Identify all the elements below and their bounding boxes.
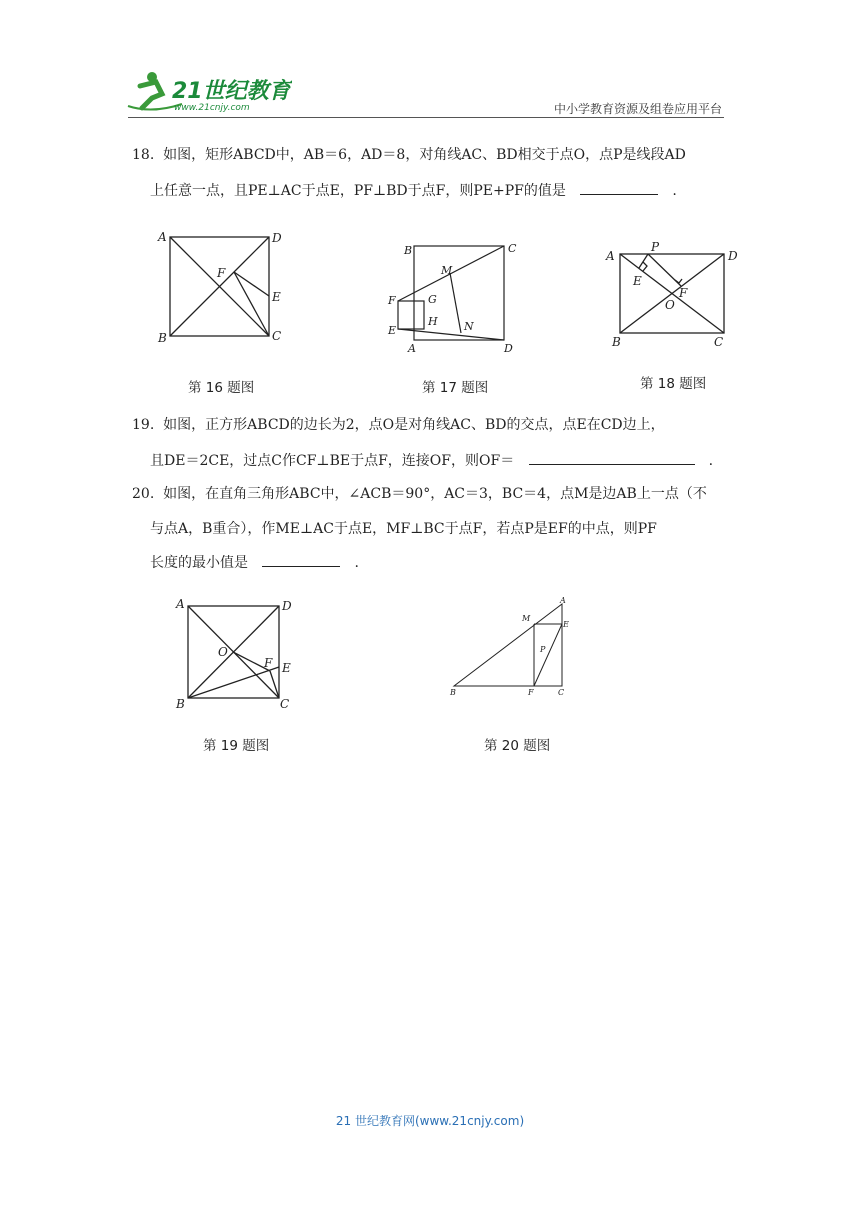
svg-text:B: B [158, 331, 167, 345]
question-20-line2 [150, 514, 657, 545]
svg-text:E: E [272, 290, 281, 304]
svg-text:A: A [158, 230, 167, 244]
question-20-answer-blank[interactable] [262, 552, 340, 567]
svg-text:M: M [441, 264, 453, 277]
question-18-number: 18. [132, 147, 155, 163]
svg-text:G: G [428, 293, 437, 306]
question-19-line2 [150, 446, 713, 477]
figure-16-caption: 第 16 题图 [188, 380, 255, 396]
figure-16 [150, 228, 290, 350]
svg-text:A: A [408, 342, 416, 355]
svg-text:P: P [540, 645, 546, 654]
svg-text:F: F [528, 688, 534, 697]
svg-text:N: N [464, 320, 474, 333]
figure-18-caption: 第 18 题图 [640, 376, 707, 392]
question-19-number: 19. [132, 417, 155, 433]
question-19-line1 [132, 410, 665, 441]
figure-19-caption: 第 19 题图 [203, 738, 270, 754]
question-19-period: . [708, 453, 714, 469]
footer-link[interactable]: 21 世纪教育网(www.21cnjy.com) [335, 1114, 525, 1128]
question-20-period: . [354, 555, 359, 571]
svg-text:B: B [404, 244, 413, 257]
svg-text:O: O [665, 298, 675, 312]
figure-17-caption: 第 17 题图 [422, 380, 489, 396]
figure-17 [386, 236, 526, 356]
svg-text:C: C [558, 688, 565, 697]
figure-18 [602, 238, 742, 350]
question-19-answer-blank[interactable] [529, 450, 695, 465]
question-20-line3 [150, 548, 359, 579]
svg-text:M: M [522, 614, 531, 623]
header-divider [128, 117, 724, 118]
figure-20-caption: 第 20 题图 [484, 738, 551, 754]
question-18-text-2: 上任意一点，且PE⊥AC于点E，PF⊥BD于点F，则PE+PF的值是 [150, 183, 566, 199]
header-tagline: 中小学教育资源及组卷应用平台 [553, 102, 722, 116]
question-20-text-2: 与点A，B重合），作ME⊥AC于点E，MF⊥BC于点F，若点P是EF的中点，则PF [150, 521, 657, 537]
figure-19 [168, 594, 308, 716]
question-18-text: 如图，矩形ABCD中，AB＝6，AD＝8，对角线AC、BD相交于点O，点P是线段AD [163, 147, 686, 163]
svg-text:A: A [560, 596, 566, 605]
svg-text:A: A [176, 597, 185, 611]
question-18-line2 [150, 176, 677, 207]
svg-text:F: F [679, 286, 688, 300]
svg-text:F: F [388, 294, 396, 307]
site-logo [122, 68, 292, 118]
svg-text:C: C [508, 242, 517, 255]
svg-text:E: E [633, 274, 642, 288]
figure-20 [444, 594, 584, 704]
svg-text:D: D [272, 231, 282, 245]
svg-text:B: B [450, 688, 456, 697]
svg-text:D: D [282, 599, 292, 613]
svg-text:D: D [728, 249, 738, 263]
svg-text:D: D [504, 342, 513, 355]
svg-text:P: P [651, 240, 660, 254]
svg-text:O: O [218, 645, 228, 659]
question-19-text: 如图，正方形ABCD的边长为2，点O是对角线AC、BD的交点，点E在CD边上， [163, 417, 665, 433]
svg-text:B: B [612, 335, 621, 349]
svg-text:A: A [606, 249, 615, 263]
svg-text:E: E [282, 661, 291, 675]
question-20-text-3: 长度的最小值是 [150, 555, 248, 571]
logo-sub-text: www.21cnjy.com [174, 103, 250, 113]
question-18-line1 [132, 140, 686, 171]
svg-text:F: F [217, 266, 226, 280]
svg-text:C: C [272, 329, 282, 343]
question-18-period: . [672, 183, 677, 199]
logo-main-text: 21世纪教育 [172, 79, 291, 104]
question-18-answer-blank[interactable] [580, 180, 658, 195]
svg-text:C: C [714, 335, 724, 349]
question-20-text: 如图，在直角三角形ABC中，∠ACB＝90°，AC＝3，BC＝4，点M是边AB上一点（不 [163, 486, 707, 502]
question-20-line1 [132, 479, 707, 510]
question-20-number: 20. [132, 486, 155, 502]
svg-text:E: E [388, 324, 397, 337]
svg-text:F: F [264, 656, 273, 670]
svg-text:E: E [563, 620, 569, 629]
svg-text:B: B [176, 697, 185, 711]
svg-text:H: H [428, 315, 438, 328]
svg-text:C: C [280, 697, 290, 711]
question-19-text-2: 且DE＝2CE，过点C作CF⊥BE于点F，连接OF，则OF＝ [150, 453, 515, 469]
